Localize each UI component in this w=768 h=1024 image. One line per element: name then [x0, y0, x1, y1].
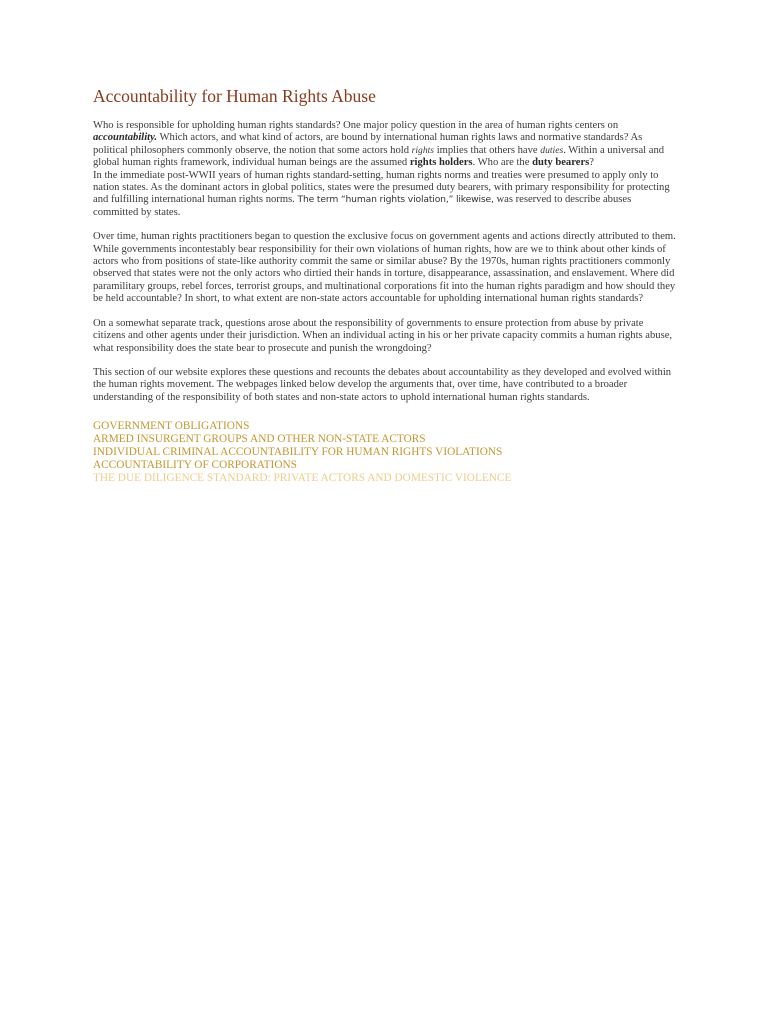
paragraph-spacer: [93, 306, 678, 318]
accountability-term: accountability.: [93, 132, 158, 144]
text-run: Which actors, and what kind of actors, are bound by international human rights laws and normative standards? As political philosophers commonly observe, the notion that some actors hold: [93, 132, 643, 156]
link-individual-criminal-accountability[interactable]: INDIVIDUAL CRIMINAL ACCOUNTABILITY FOR HUMAN RIGHTS VIOLATIONS: [93, 446, 503, 459]
text-run: . Who are the: [472, 157, 533, 169]
text-run: . Within a universal and global human rights framework, individual human beings are the assumed: [93, 144, 665, 169]
document-page: [93, 86, 678, 485]
page-title: Accountability for Human Rights Abuse: [93, 86, 376, 106]
intro-paragraph: [93, 120, 678, 170]
rights-holders-term: rights holders: [409, 157, 473, 169]
paragraph-spacer: [93, 219, 678, 231]
human-rights-violation-term: The term “human rights violation,” likewise,: [297, 194, 494, 206]
link-government-obligations[interactable]: GOVERNMENT OBLIGATIONS: [93, 420, 250, 433]
section-overview-paragraph: This section of our website explores these questions and recounts the debates about accountability as they developed and evolved within the human rights movement. The webpages linked below develop the arguments that, over time, have contributed to a broader understanding of the responsibility of both states and non-state actors to uphold international human rights standards.: [93, 366, 672, 403]
link-accountability-of-corporations[interactable]: ACCOUNTABILITY OF CORPORATIONS: [93, 459, 297, 472]
text-run: In the immediate post-WWII years of human rights standard-setting, human rights norms and treaties were presumed to apply only to nation states. As the dominant actors in global politics, states were the presumed duty bearers, with primary responsibility for protecting and fulfilling international human rights norms.: [93, 169, 670, 206]
text-run: Who is responsible for upholding human rights standards? One major policy question in the area of human rights centers on: [93, 120, 619, 131]
section-links: [93, 420, 678, 485]
duty-bearers-term: duty bearers: [532, 157, 590, 169]
link-armed-insurgent-groups[interactable]: ARMED INSURGENT GROUPS AND OTHER NON-STATE ACTORS: [93, 433, 426, 446]
text-run: implies that others have: [434, 144, 541, 156]
state-responsibility-paragraph: On a somewhat separate track, questions arose about the responsibility of governments to ensure protection from abuse by private citizens and other agents under their jurisdiction. When an individual acting in his or her private capacity commits a human rights abuse, what responsibility does the state bear to prosecute and punish the wrongdoing?: [93, 317, 673, 354]
text-run: ?: [589, 157, 594, 169]
non-state-actors-paragraph: Over time, human rights practitioners began to question the exclusive focus on government agents and actions directly attributed to them. While governments incontestably bear responsibility for their own violations of human rights, how are we to think about other kinds of actors who from positions of state-like authority commit the same or similar abuse? By the 1970s, human rights practitioners commonly observed that states were not the only actors who dirtied their hands in torture, disappearance, assassination, and enslavement. Where did paramilitary groups, rebel forces, terrorist groups, and multinational corporations fit into the human rights paradigm and how should they be held accountable? In short, to what extent are non-state actors accountable for upholding international human rights standards?: [93, 231, 676, 305]
text-run: was reserved to describe abuses committed by states.: [93, 194, 632, 218]
rights-term: rights: [411, 144, 435, 156]
link-due-diligence-standard[interactable]: THE DUE DILIGENCE STANDARD: PRIVATE ACTORS AND DOMESTIC VIOLENCE: [93, 472, 512, 485]
duties-term: duties: [540, 144, 564, 156]
paragraph-spacer: [93, 355, 678, 367]
post-wwii-paragraph: [93, 170, 678, 220]
